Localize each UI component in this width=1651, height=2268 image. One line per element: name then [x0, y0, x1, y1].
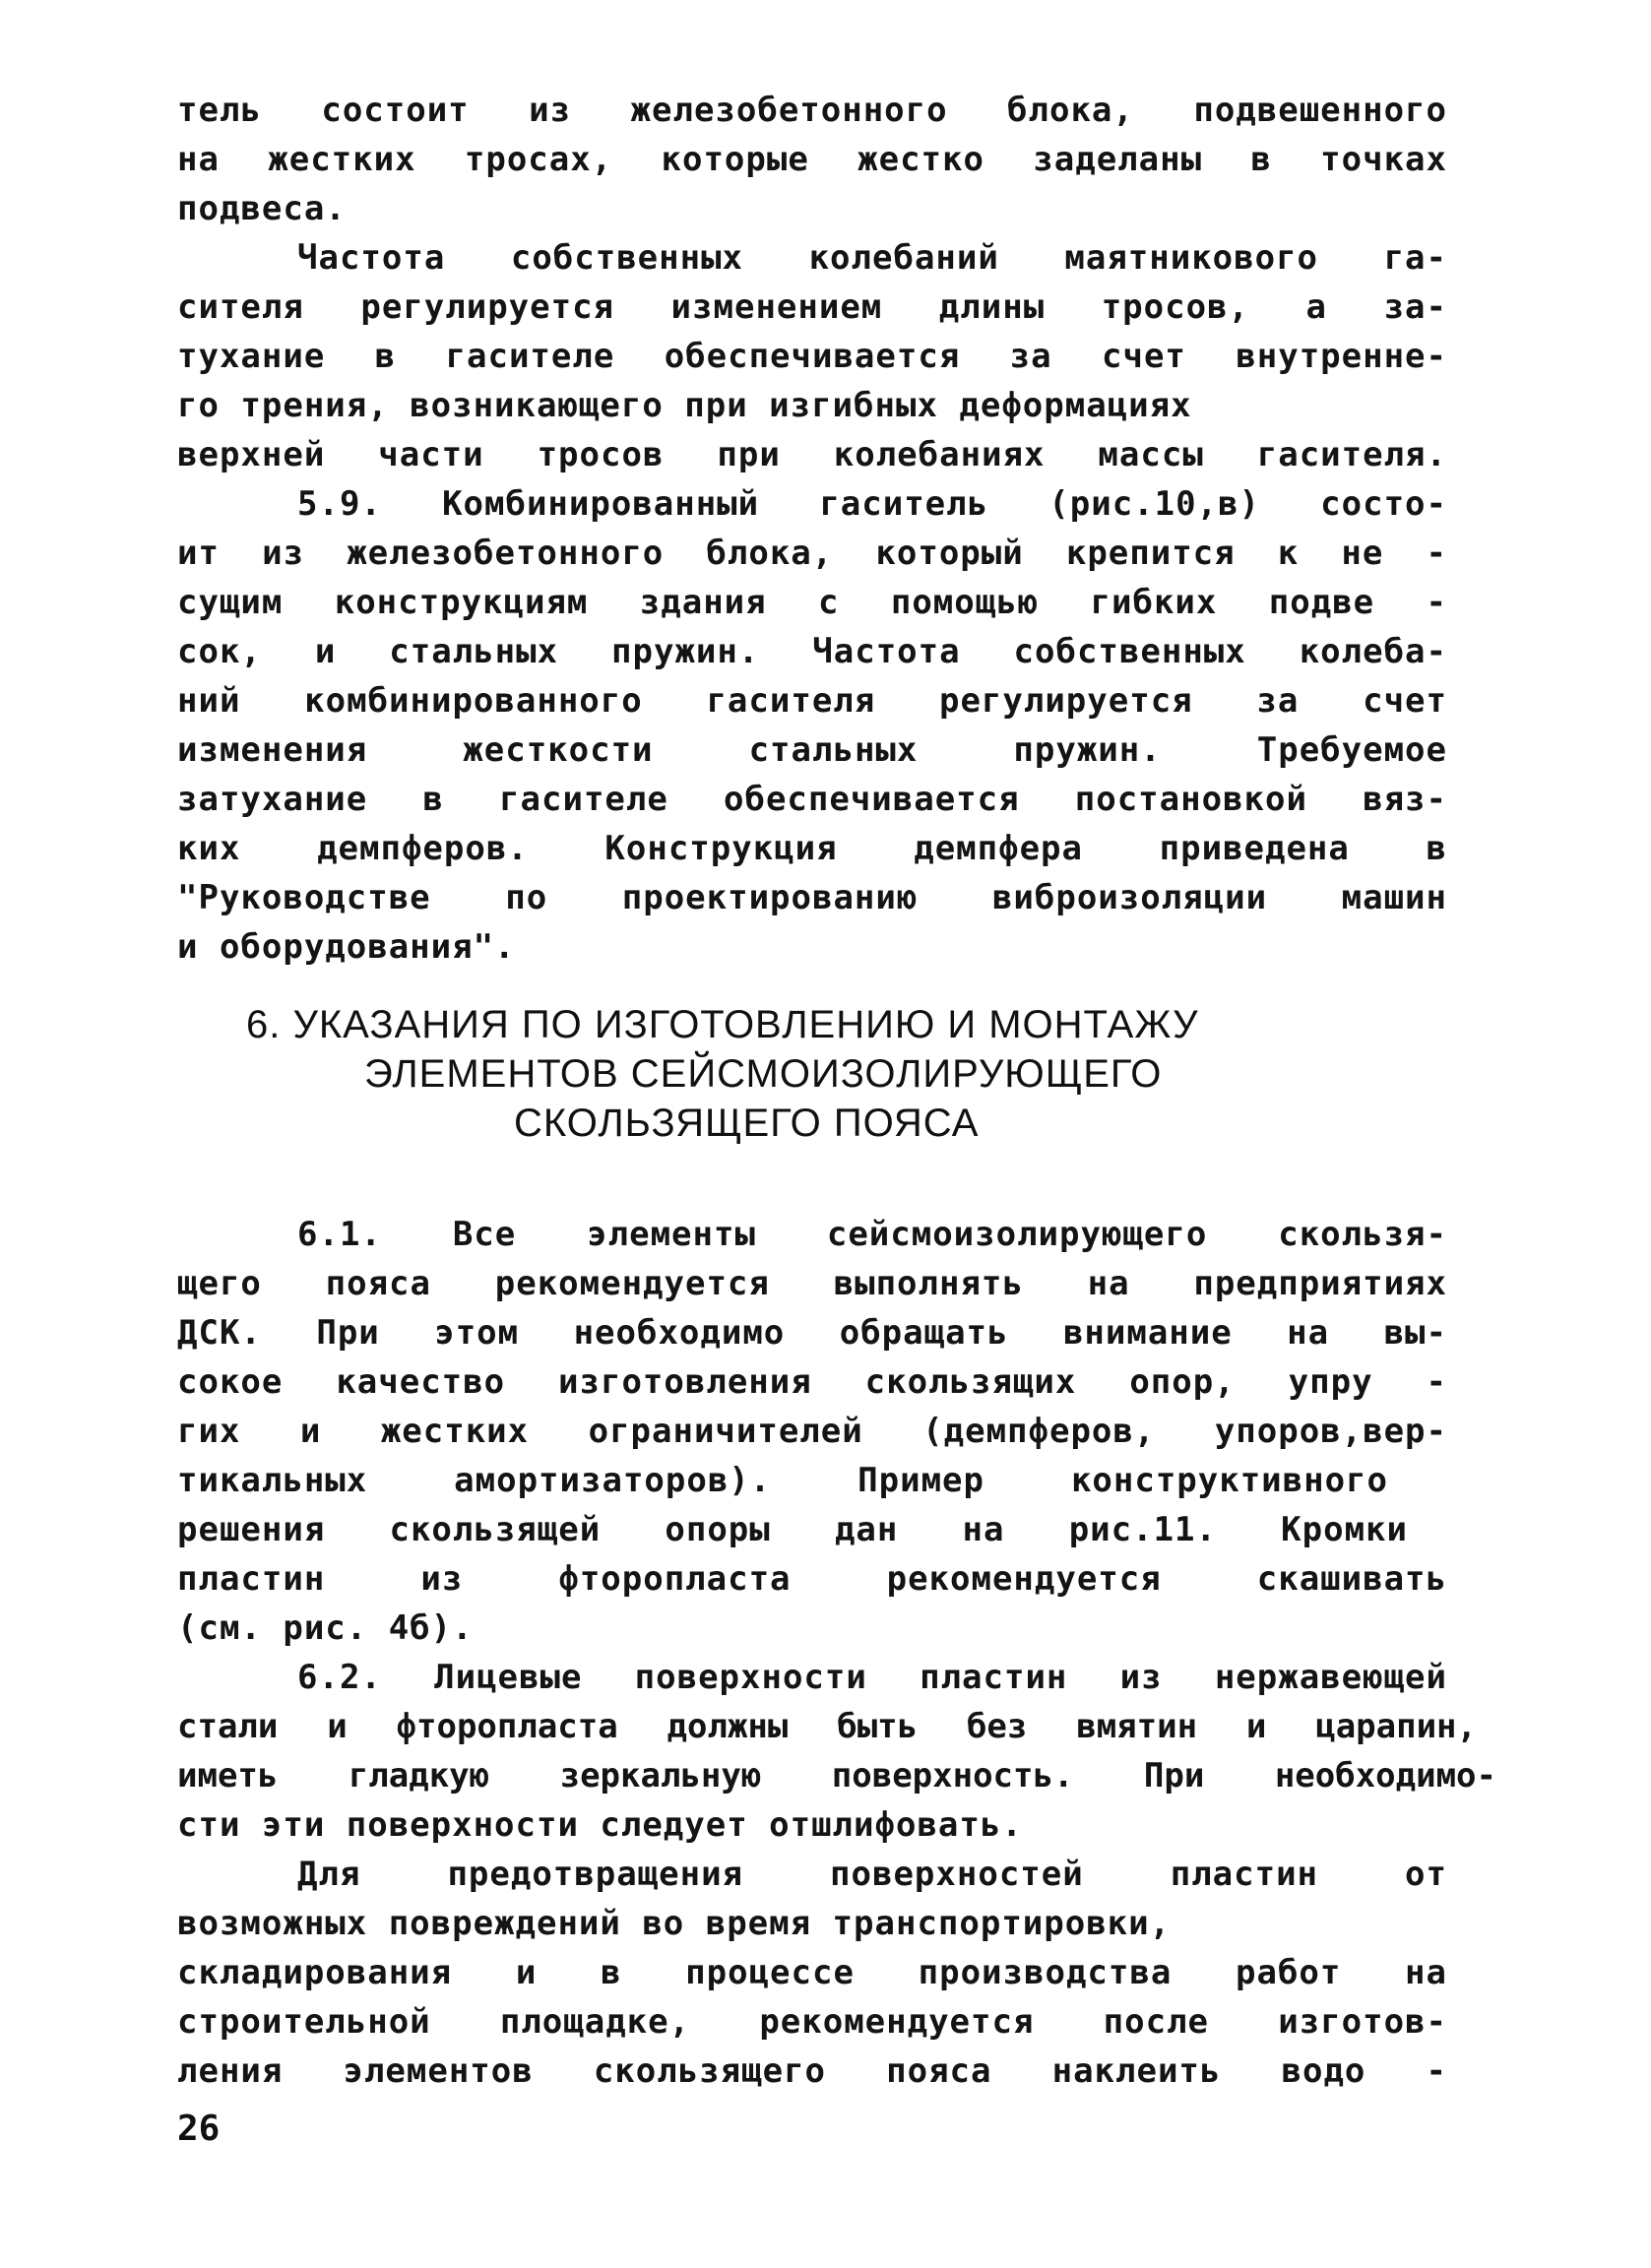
text-line: 6.2. Лицевые поверхности пластин из нержавеющей [297, 1658, 1447, 1697]
section-heading-line: СКОЛЬЗЯЩЕГО ПОЯСА [514, 1102, 980, 1145]
text-line: ДСК. При этом необходимо обращать внимание на вы- [177, 1313, 1447, 1353]
text-line: затухание в гасителе обеспечивается постановкой вяз- [177, 780, 1447, 819]
text-line: складирования и в процессе производства работ на [177, 1953, 1447, 1992]
text-line: строительной площадке, рекомендуется после изготов- [177, 2002, 1447, 2042]
text-line: го трения, возникающего при изгибных деформациях [177, 386, 1192, 425]
text-line: 5.9. Комбинированный гаситель (рис.10,в) состо- [297, 484, 1447, 524]
text-line: возможных повреждений во время транспортировки, [177, 1904, 1172, 1943]
text-line: стали и фторопласта должны быть без вмятин и царапин, [177, 1707, 1477, 1746]
section-heading-line: ЭЛЕМЕНТОВ СЕЙСМОИЗОЛИРУЮЩЕГО [364, 1052, 1163, 1096]
text-line: сок, и стальных пружин. Частота собственных колеба- [177, 632, 1447, 671]
text-line: сокое качество изготовления скользящих опор, упру - [177, 1362, 1447, 1402]
text-line: (см. рис. 4б). [177, 1608, 474, 1648]
text-line: щего пояса рекомендуется выполнять на предприятиях [177, 1264, 1447, 1303]
text-line: изменения жесткости стальных пружин. Требуемое [177, 730, 1447, 770]
text-line: "Руководстве по проектированию виброизоляции машин [177, 878, 1447, 917]
text-line: тикальных амортизаторов). Пример конструктивного [177, 1461, 1388, 1500]
text-line: Частота собственных колебаний маятникового га- [297, 238, 1447, 278]
text-line: ления элементов скользящего пояса наклеить водо - [177, 2051, 1447, 2091]
page-number: 26 [177, 2109, 221, 2149]
text-line: тухание в гасителе обеспечивается за счет внутренне- [177, 337, 1447, 376]
text-line: ких демпферов. Конструкция демпфера приведена в [177, 829, 1447, 868]
section-heading-line: 6. УКАЗАНИЯ ПО ИЗГОТОВЛЕНИЮ И МОНТАЖУ [246, 1003, 1199, 1046]
text-line: подвеса. [177, 189, 347, 228]
text-line: верхней части тросов при колебаниях массы гасителя. [177, 435, 1447, 474]
text-line: ний комбинированного гасителя регулируется за счет [177, 681, 1447, 721]
text-line: пластин из фторопласта рекомендуется скашивать [177, 1559, 1447, 1599]
text-line: тель состоит из железобетонного блока, подвешенного [177, 91, 1447, 130]
text-line: ит из железобетонного блока, который крепится к не - [177, 534, 1447, 573]
text-line: иметь гладкую зеркальную поверхность. При необходимо- [177, 1756, 1496, 1796]
text-line: сителя регулируется изменением длины тросов, а за- [177, 287, 1447, 327]
text-line: на жестких тросах, которые жестко заделаны в точках [177, 140, 1447, 179]
text-line: 6.1. Все элементы сейсмоизолирующего скользя- [297, 1215, 1447, 1254]
text-line: Для предотвращения поверхностей пластин от [297, 1855, 1447, 1894]
text-line: сущим конструкциям здания с помощью гибких подве - [177, 583, 1447, 622]
text-line: и оборудования". [177, 927, 516, 967]
text-line: решения скользящей опоры дан на рис.11. Кромки [177, 1510, 1408, 1549]
text-line: гих и жестких ограничителей (демпферов, упоров,вер- [177, 1412, 1447, 1451]
text-line: сти эти поверхности следует отшлифовать. [177, 1805, 1023, 1845]
